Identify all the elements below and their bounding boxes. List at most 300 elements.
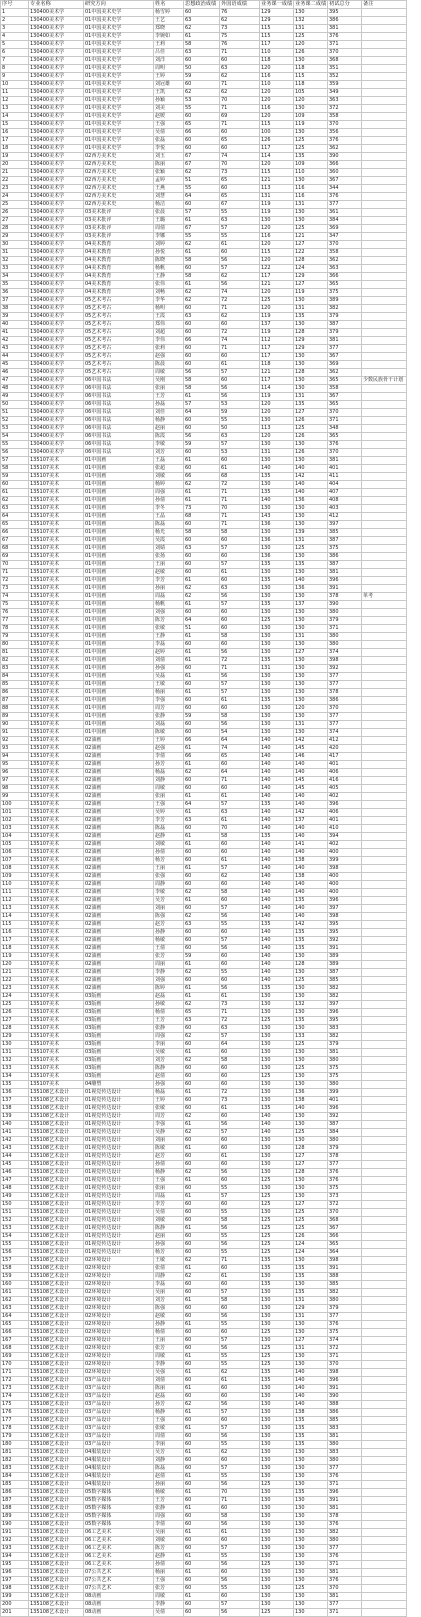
language-score-cell: 61 [220,697,260,705]
subject2-score-cell: 128 [294,1145,328,1153]
direction-cell: 01中国画 [84,521,154,529]
direction-cell: 02油画 [84,857,154,865]
table-row [1,817,407,825]
politics-score-cell: 61 [184,1089,220,1097]
subject2-score-cell: 145 [294,785,328,793]
serial-cell: 34 [1,273,29,281]
serial-cell: 48 [1,385,29,393]
direction-cell: 02油画 [84,801,154,809]
name-cell: 周磊 [154,1193,184,1201]
subject2-score-cell: 130 [294,377,328,385]
major-cell: 135107美术 [29,769,84,777]
header-cell: 初试总分 [328,1,362,9]
total-score-cell: 370 [328,1209,362,1217]
remark-cell [362,465,407,473]
politics-score-cell: 61 [184,1145,220,1153]
remark-cell [362,713,407,721]
major-cell: 130400美术学 [29,217,84,225]
politics-score-cell: 67 [184,161,220,169]
politics-score-cell: 60 [184,785,220,793]
table-row [1,1241,407,1249]
politics-score-cell: 59 [184,713,220,721]
subject2-score-cell: 131 [294,201,328,209]
remark-cell [362,25,407,33]
direction-cell: 01中国画 [84,641,154,649]
serial-cell: 175 [1,1401,29,1409]
politics-score-cell: 60 [184,537,220,545]
language-score-cell: 61 [220,1105,260,1113]
table-row [1,1585,407,1593]
table-row [1,41,407,49]
table-row [1,433,407,441]
language-score-cell: 60 [220,977,260,985]
language-score-cell: 56 [220,1345,260,1353]
subject2-score-cell: 140 [294,1377,328,1385]
name-cell: 刘超 [154,329,184,337]
table-row [1,345,407,353]
table-row [1,441,407,449]
politics-score-cell: 60 [184,945,220,953]
remark-cell [362,537,407,545]
politics-score-cell: 73 [184,505,220,513]
subject1-score-cell: 140 [260,881,294,889]
name-cell: 张芳 [154,953,184,961]
major-cell: 135107美术 [29,977,84,985]
remark-cell [362,1561,407,1569]
total-score-cell: 386 [328,17,362,25]
total-score-cell: 360 [328,169,362,177]
language-score-cell: 60 [220,1049,260,1057]
table-row [1,25,407,33]
major-cell: 135107美术 [29,657,84,665]
serial-cell: 42 [1,337,29,345]
language-score-cell: 74 [220,745,260,753]
major-cell: 135108艺术设计 [29,1473,84,1481]
major-cell: 135107美术 [29,1057,84,1065]
remark-cell [362,145,407,153]
subject2-score-cell: 140 [294,849,328,857]
table-row [1,1473,407,1481]
politics-score-cell: 60 [184,857,220,865]
politics-score-cell: 61 [184,761,220,769]
major-cell: 135107美术 [29,777,84,785]
serial-cell: 131 [1,1049,29,1057]
direction-cell: 01中国美术史学 [84,137,154,145]
name-cell: 杨静 [154,1169,184,1177]
direction-cell: 06中国书法 [84,377,154,385]
language-score-cell: 60 [220,1113,260,1121]
total-score-cell: 380 [328,609,362,617]
direction-cell: 01视觉传达设计 [84,1185,154,1193]
name-cell: 吴丽 [154,1529,184,1537]
remark-cell [362,1313,407,1321]
serial-cell: 6 [1,49,29,57]
subject2-score-cell: 140 [294,913,328,921]
table-row [1,753,407,761]
table-row [1,1505,407,1513]
table-row [1,665,407,673]
politics-score-cell: 64 [184,193,220,201]
total-score-cell: 377 [328,713,362,721]
politics-score-cell: 61 [184,689,220,697]
subject2-score-cell: 130 [294,1321,328,1329]
language-score-cell: 56 [220,1433,260,1441]
direction-cell: 03版画 [84,1041,154,1049]
subject1-score-cell: 130 [260,1449,294,1457]
language-score-cell: 63 [220,1025,260,1033]
remark-cell [362,1457,407,1465]
table-row [1,137,407,145]
direction-cell: 01中国画 [84,625,154,633]
name-cell: 赵媛 [154,113,184,121]
total-score-cell: 387 [328,1121,362,1129]
direction-cell: 03产品设计 [84,1441,154,1449]
name-cell: 赵静 [154,1553,184,1561]
major-cell: 135108艺术设计 [29,1169,84,1177]
serial-cell: 12 [1,97,29,105]
language-score-cell: 72 [220,657,260,665]
language-score-cell: 56 [220,673,260,681]
subject2-score-cell: 124 [294,1249,328,1257]
serial-cell: 158 [1,1265,29,1273]
remark-cell [362,841,407,849]
direction-cell: 03版画 [84,1049,154,1057]
serial-cell: 136 [1,1089,29,1097]
language-score-cell: 58 [220,1057,260,1065]
table-row [1,49,407,57]
total-score-cell: 376 [328,1577,362,1585]
subject1-score-cell: 135 [260,489,294,497]
total-score-cell: 396 [328,1489,362,1497]
language-score-cell: 64 [220,737,260,745]
subject2-score-cell: 130 [294,609,328,617]
language-score-cell: 60 [220,129,260,137]
subject1-score-cell: 120 [260,289,294,297]
major-cell: 135107美术 [29,505,84,513]
table-row [1,1233,407,1241]
subject1-score-cell: 135 [260,985,294,993]
serial-cell: 21 [1,169,29,177]
major-cell: 135108艺术设计 [29,1481,84,1489]
table-row [1,969,407,977]
subject1-score-cell: 130 [260,1153,294,1161]
politics-score-cell: 60 [184,777,220,785]
language-score-cell: 55 [220,1473,260,1481]
subject2-score-cell: 127 [294,281,328,289]
language-score-cell: 60 [220,1137,260,1145]
serial-cell: 153 [1,1225,29,1233]
subject1-score-cell: 125 [260,1561,294,1569]
direction-cell: 03版画 [84,1001,154,1009]
name-cell: 刘佳 [154,409,184,417]
serial-cell: 79 [1,633,29,641]
major-cell: 130400美术学 [29,105,84,113]
politics-score-cell: 61 [184,497,220,505]
subject1-score-cell: 119 [260,201,294,209]
politics-score-cell: 67 [184,225,220,233]
politics-score-cell: 61 [184,489,220,497]
name-cell: 吴霞 [154,537,184,545]
language-score-cell: 62 [220,17,260,25]
language-score-cell: 58 [220,833,260,841]
direction-cell: 03产品设计 [84,1385,154,1393]
politics-score-cell: 60 [184,521,220,529]
name-cell: 吴芳 [154,1449,184,1457]
name-cell: 孙强 [154,665,184,673]
politics-score-cell: 60 [184,137,220,145]
politics-score-cell: 60 [184,849,220,857]
subject2-score-cell: 125 [294,1065,328,1073]
remark-cell [362,129,407,137]
language-score-cell: 60 [220,1177,260,1185]
name-cell: 孙悦 [154,249,184,257]
name-cell: 李磊 [154,1281,184,1289]
major-cell: 130400美术学 [29,289,84,297]
total-score-cell: 371 [328,1609,362,1617]
serial-cell: 189 [1,1513,29,1521]
remark-cell [362,705,407,713]
total-score-cell: 367 [328,353,362,361]
subject1-score-cell: 120 [260,89,294,97]
total-score-cell: 412 [328,737,362,745]
serial-cell: 58 [1,465,29,473]
serial-cell: 157 [1,1257,29,1265]
direction-cell: 02油画 [84,785,154,793]
major-cell: 135107美术 [29,721,84,729]
table-row [1,617,407,625]
total-score-cell: 401 [328,1097,362,1105]
politics-score-cell: 60 [184,1537,220,1545]
language-score-cell: 62 [220,873,260,881]
subject1-score-cell: 130 [260,1001,294,1009]
serial-cell: 63 [1,505,29,513]
subject2-score-cell: 130 [294,1113,328,1121]
language-score-cell: 60 [220,785,260,793]
serial-cell: 87 [1,697,29,705]
serial-cell: 186 [1,1489,29,1497]
subject1-score-cell: 129 [260,9,294,17]
table-row [1,1009,407,1017]
politics-score-cell: 61 [184,577,220,585]
subject1-score-cell: 130 [260,1505,294,1513]
politics-score-cell: 60 [184,9,220,17]
subject2-score-cell: 130 [294,1257,328,1265]
language-score-cell: 63 [220,217,260,225]
name-cell: 刘静 [154,777,184,785]
major-cell: 135108艺术设计 [29,1425,84,1433]
name-cell: 王婷 [154,737,184,745]
total-score-cell: 387 [328,969,362,977]
total-score-cell: 365 [328,377,362,385]
remark-cell [362,993,407,1001]
remark-cell [362,1609,407,1617]
total-score-cell: 383 [328,1449,362,1457]
politics-score-cell: 61 [184,673,220,681]
total-score-cell: 384 [328,1129,362,1137]
subject2-score-cell: 130 [294,689,328,697]
total-score-cell: 406 [328,769,362,777]
politics-score-cell: 63 [184,817,220,825]
politics-score-cell: 60 [184,929,220,937]
major-cell: 135108艺术设计 [29,1561,84,1569]
table-row [1,553,407,561]
subject1-score-cell: 120 [260,97,294,105]
direction-cell: 05艺术考古 [84,361,154,369]
major-cell: 135107美术 [29,921,84,929]
total-score-cell: 391 [328,585,362,593]
name-cell: 陈丽 [154,1385,184,1393]
politics-score-cell: 61 [184,1369,220,1377]
total-score-cell: 361 [328,209,362,217]
politics-score-cell: 61 [184,745,220,753]
remark-cell [362,1265,407,1273]
total-score-cell: 391 [328,1265,362,1273]
subject1-score-cell: 140 [260,1113,294,1121]
table-row [1,1001,407,1009]
politics-score-cell: 62 [184,297,220,305]
total-score-cell: 388 [328,1401,362,1409]
table-row [1,697,407,705]
serial-cell: 81 [1,649,29,657]
politics-score-cell: 62 [184,1129,220,1137]
remark-cell [362,385,407,393]
subject2-score-cell: 130 [294,1505,328,1513]
direction-cell: 06中国书法 [84,385,154,393]
remark-cell [362,825,407,833]
remark-cell [362,193,407,201]
total-score-cell: 366 [328,273,362,281]
direction-cell: 01中国画 [84,713,154,721]
subject2-score-cell: 138 [294,1409,328,1417]
subject1-score-cell: 130 [260,1577,294,1585]
serial-cell: 187 [1,1497,29,1505]
language-score-cell: 55 [220,1353,260,1361]
table-row [1,593,407,601]
subject1-score-cell: 130 [260,1601,294,1609]
subject1-score-cell: 143 [260,513,294,521]
subject1-score-cell: 125 [260,1249,294,1257]
total-score-cell: 383 [328,1025,362,1033]
name-cell: 陈芳 [154,617,184,625]
language-score-cell: 55 [220,209,260,217]
total-score-cell: 372 [328,1345,362,1353]
subject2-score-cell: 116 [294,185,328,193]
total-score-cell: 370 [328,449,362,457]
major-cell: 135108艺术设计 [29,1369,84,1377]
language-score-cell: 60 [220,553,260,561]
direction-cell: 01中国美术史学 [84,129,154,137]
subject2-score-cell: 142 [294,473,328,481]
direction-cell: 02油画 [84,865,154,873]
serial-cell: 199 [1,1593,29,1601]
politics-score-cell: 58 [184,529,220,537]
subject2-score-cell: 130 [294,1049,328,1057]
total-score-cell: 371 [328,41,362,49]
serial-cell: 8 [1,65,29,73]
subject2-score-cell: 135 [294,1417,328,1425]
direction-cell: 01中国美术史学 [84,49,154,57]
total-score-cell: 358 [328,249,362,257]
direction-cell: 01中国美术史学 [84,57,154,65]
name-cell: 吴敏 [154,1049,184,1057]
table-row [1,1193,407,1201]
serial-cell: 119 [1,953,29,961]
direction-cell: 02环境设计 [84,1361,154,1369]
subject2-score-cell: 140 [294,1369,328,1377]
total-score-cell: 378 [328,1153,362,1161]
remark-cell [362,1337,407,1345]
major-cell: 130400美术学 [29,337,84,345]
remark-cell [362,609,407,617]
table-row [1,89,407,97]
subject1-score-cell: 130 [260,1553,294,1561]
remark-cell [362,1185,407,1193]
subject1-score-cell: 130 [260,1297,294,1305]
serial-cell: 128 [1,1025,29,1033]
table-row [1,625,407,633]
language-score-cell: 70 [220,1489,260,1497]
name-cell: 李静 [154,1361,184,1369]
direction-cell: 03产品设计 [84,1393,154,1401]
total-score-cell: 392 [328,665,362,673]
remark-cell [362,153,407,161]
language-score-cell: 57 [220,689,260,697]
subject1-score-cell: 130 [260,1585,294,1593]
serial-cell: 93 [1,745,29,753]
subject2-score-cell: 140 [294,465,328,473]
direction-cell: 02油画 [84,889,154,897]
remark-cell [362,449,407,457]
direction-cell: 01视觉传达设计 [84,1113,154,1121]
subject1-score-cell: 125 [260,1233,294,1241]
remark-cell [362,297,407,305]
major-cell: 130400美术学 [29,425,84,433]
total-score-cell: 396 [328,801,362,809]
subject1-score-cell: 125 [260,1361,294,1369]
politics-score-cell: 60 [184,1433,220,1441]
direction-cell: 01中国画 [84,457,154,465]
table-row [1,1385,407,1393]
subject1-score-cell: 120 [260,409,294,417]
major-cell: 135108艺术设计 [29,1353,84,1361]
table-row [1,1209,407,1217]
remark-cell [362,937,407,945]
serial-cell: 143 [1,1145,29,1153]
direction-cell: 02西方美术史 [84,201,154,209]
serial-cell: 108 [1,865,29,873]
subject2-score-cell: 130 [294,361,328,369]
direction-cell: 03版画 [84,1025,154,1033]
serial-cell: 145 [1,1161,29,1169]
remark-cell [362,337,407,345]
serial-cell: 196 [1,1569,29,1577]
table-row [1,1257,407,1265]
major-cell: 130400美术学 [29,233,84,241]
name-cell: 刘倩 [154,657,184,665]
name-cell: 李丽 [154,1041,184,1049]
subject1-score-cell: 117 [260,353,294,361]
remark-cell [362,1049,407,1057]
remark-cell [362,137,407,145]
serial-cell: 168 [1,1345,29,1353]
serial-cell: 184 [1,1473,29,1481]
name-cell: 孙丽 [154,1481,184,1489]
major-cell: 130400美术学 [29,329,84,337]
politics-score-cell: 61 [184,1529,220,1537]
table-row [1,841,407,849]
subject1-score-cell: 140 [260,1129,294,1137]
remark-cell [362,809,407,817]
